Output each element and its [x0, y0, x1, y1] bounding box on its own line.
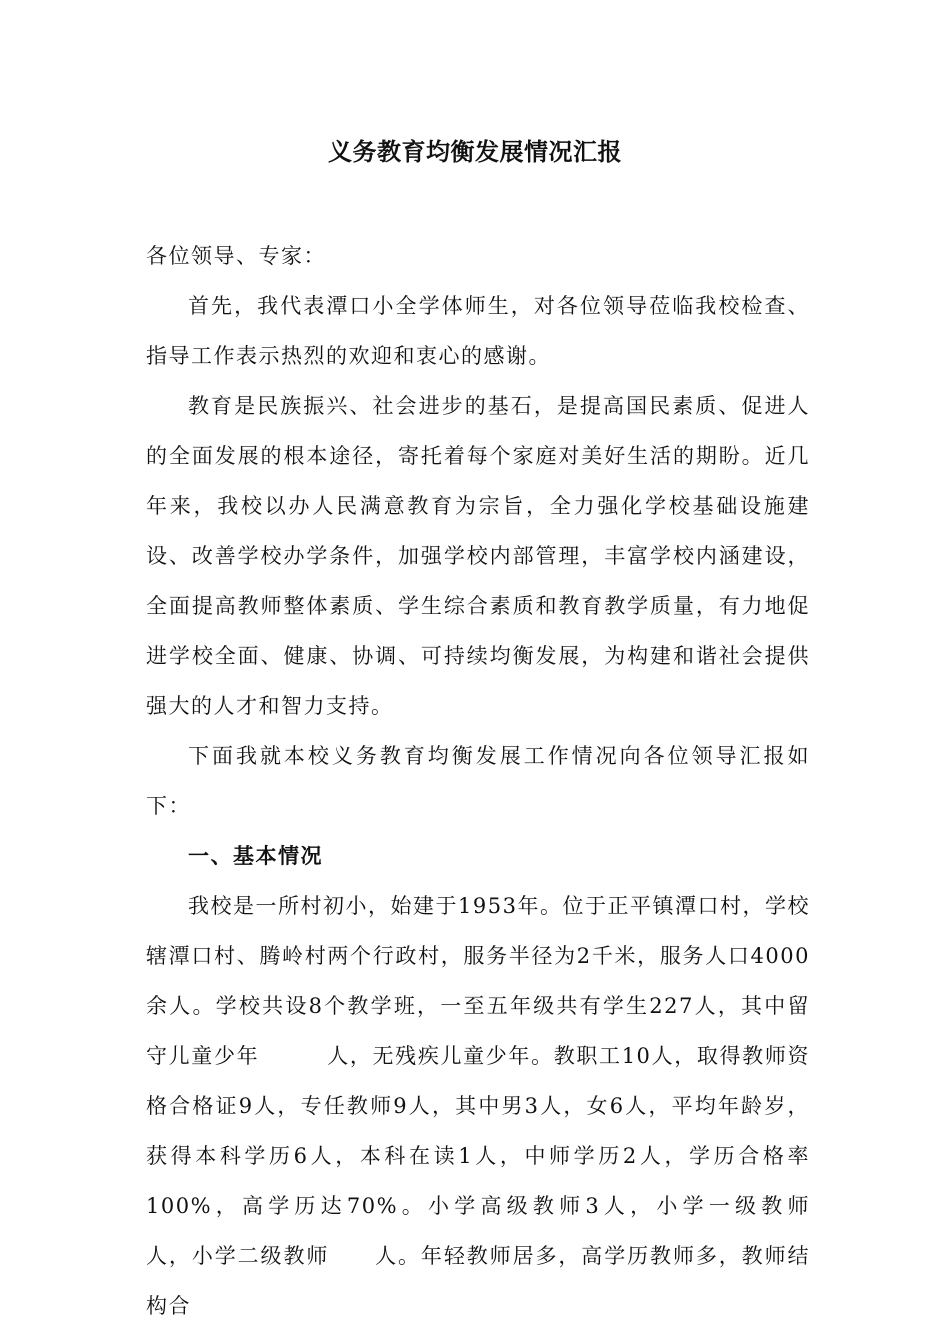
- paragraph-opening: 首先，我代表潭口小全学体师生，对各位领导莅临我校检查、指导工作表示热烈的欢迎和衷心的感谢。: [146, 294, 810, 368]
- document-title: 义务教育均衡发展情况汇报: [328, 138, 622, 166]
- salutation: 各位领导、专家：: [146, 244, 326, 268]
- paragraph-education-significance: 教育是民族振兴、社会进步的基石，是提高国民素质、促进人的全面发展的根本途径，寄托着每个家庭对美好生活的期盼。近几年来，我校以办人民满意教育为宗旨，全力强化学校基础设施建设、改善学校办学条件，加强学校内部管理，丰富学校内涵建设，全面提高教师整体素质、学生综合素质和教育教学质量，有力地促进学校全面、健康、协调、可持续均衡发展，为构建和谐社会提供强大的人才和智力支持。: [146, 394, 810, 718]
- document-body: [146, 231, 855, 1331]
- section-heading-basic-info: 一、基本情况: [188, 844, 323, 868]
- paragraph-basic-info: 我校是一所村初小，始建于1953年。位于正平镇潭口村，学校辖潭口村、腾岭村两个行政村，服务半径为2千米，服务人口4000余人。学校共设8个教学班，一至五年级共有学生227人，其中留守儿童少年 人，无残疾儿童少年。教职工10人，取得教师资格合格证9人，专任教师9人，其中男3人，女6人，平均年龄岁，获得本科学历6人，本科在读1人，中师学历2人，学历合格率100%，高学历达70%。小学高级教师3人，小学一级教师 人，小学二级教师 人。年轻教师居多，高学历教师多，教师结构合: [146, 894, 855, 1318]
- paragraph-report-intro: 下面我就本校义务教育均衡发展工作情况向各位领导汇报如下：: [146, 744, 810, 818]
